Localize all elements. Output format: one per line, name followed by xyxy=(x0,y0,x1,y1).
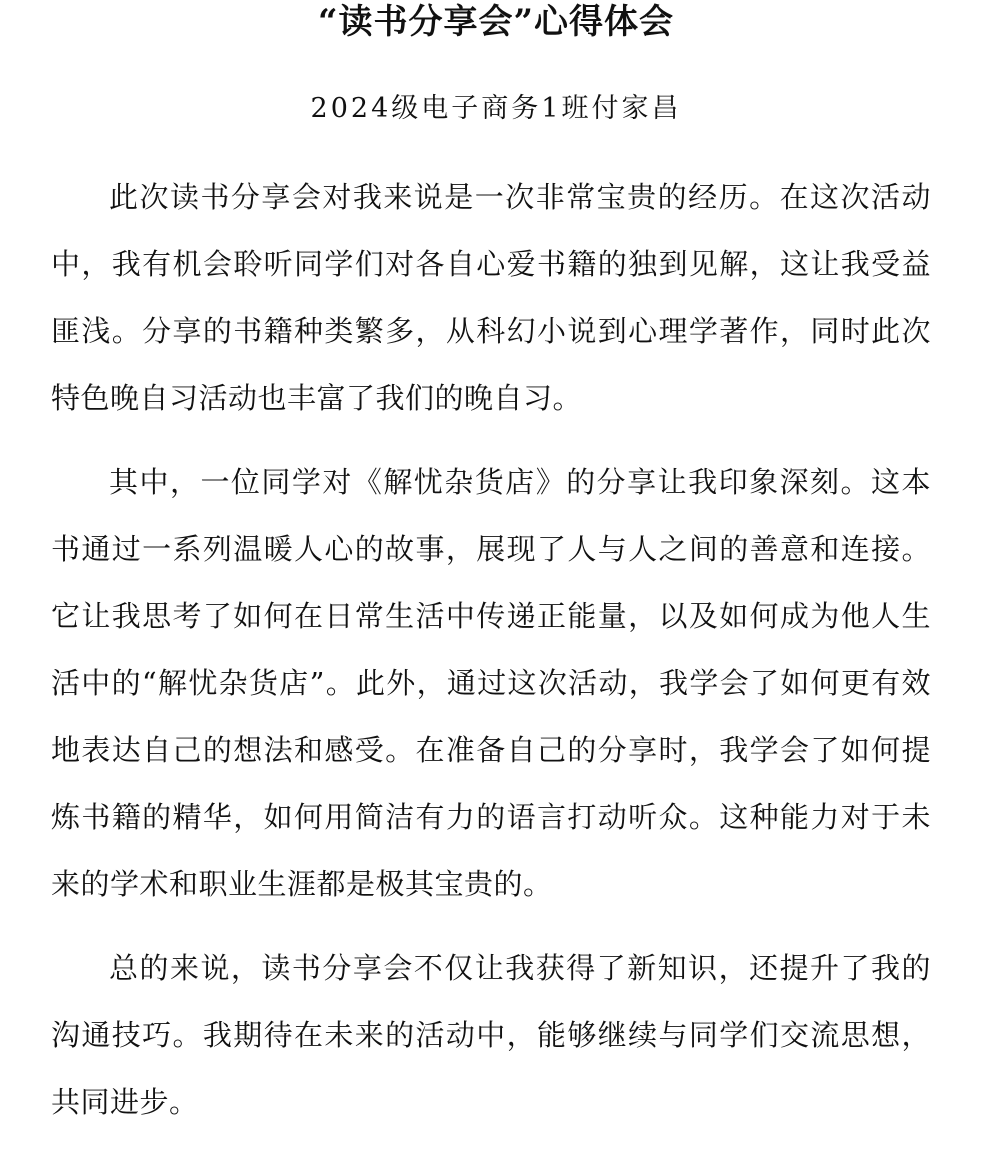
document-title: “读书分享会”心得体会 xyxy=(317,2,675,42)
document-body xyxy=(51,164,931,1136)
document-author-line: 2024级电子商务1班付家昌 xyxy=(310,93,682,124)
paragraph: 其中，一位同学对《解忧杂货店》的分享让我印象深刻。这本书通过一系列温暖人心的故事，展现了人与人之间的善意和连接。它让我思考了如何在日常生活中传递正能量，以及如何成为他人生活中的“解忧杂货店”。此外，通过这次活动，我学会了如何更有效地表达自己的想法和感受。在准备自己的分享时，我学会了如何提炼书籍的精华，如何用简洁有力的语言打动听众。这种能力对于未来的学术和职业生涯都是极其宝贵的。 xyxy=(51,465,931,901)
paragraph: 总的来说，读书分享会不仅让我获得了新知识，还提升了我的沟通技巧。我期待在未来的活动中，能够继续与同学们交流思想，共同进步。 xyxy=(51,951,931,1119)
paragraph: 此次读书分享会对我来说是一次非常宝贵的经历。在这次活动中，我有机会聆听同学们对各自心爱书籍的独到见解，这让我受益匪浅。分享的书籍种类繁多，从科幻小说到心理学著作，同时此次特色晚自习活动也丰富了我们的晚自习。 xyxy=(51,180,931,415)
